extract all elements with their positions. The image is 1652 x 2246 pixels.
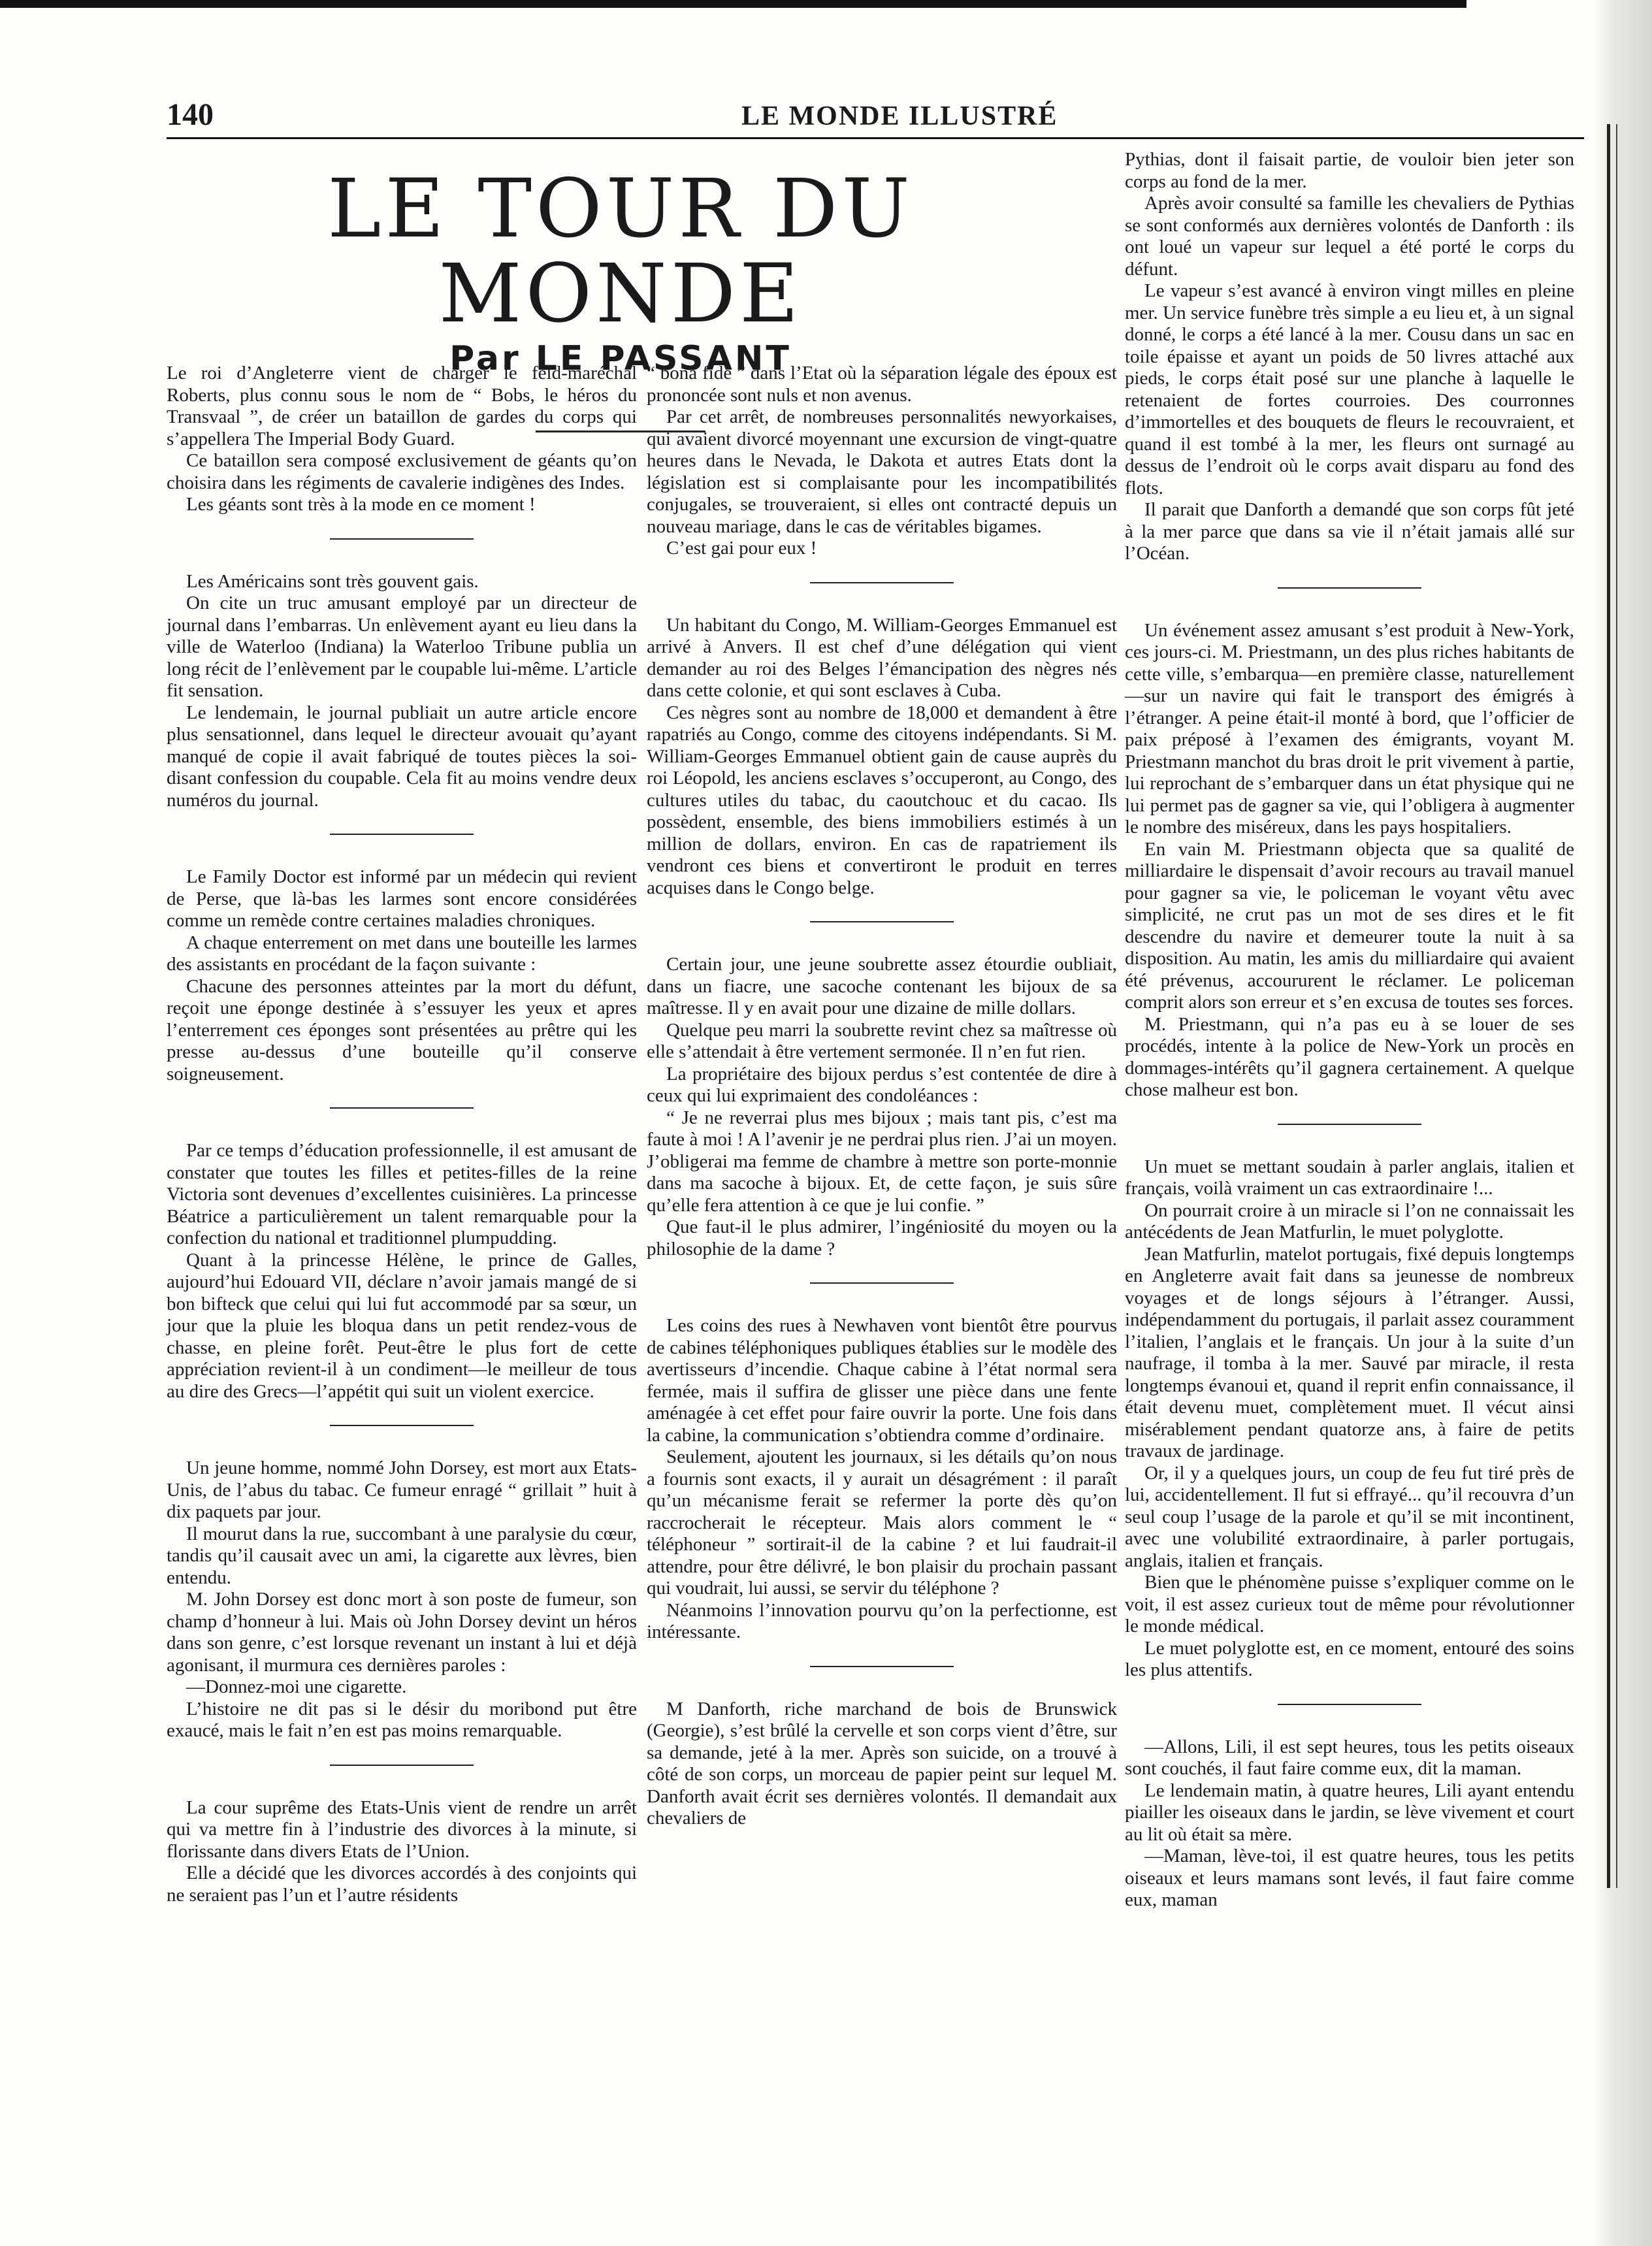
paragraph: Le lendemain, le journal publiait un autre article encore plus sensationnel, dans lequel le directeur avouait qu’ayant manqué de copie il avait fabriqué de toutes pièces la soi-disant confession du coupable. Cela fit au moins vendre deux numéros du journal. xyxy=(167,702,637,811)
top-rule xyxy=(0,0,1466,8)
paragraph: —Allons, Lili, il est sept heures, tous les petits oiseaux sont couchés, il faut faire comme eux, dit la maman. xyxy=(1125,1736,1574,1779)
section-separator xyxy=(1278,587,1421,589)
item-divorces-cont xyxy=(647,363,1117,560)
paragraph: M. Priestmann, qui n’a pas eu à se louer de ses procédés, intente à la police de New-York un procès en dommages-intérêts qu’il gagnera certainement. A quelque chose malheur est bon. xyxy=(1125,1013,1574,1100)
paragraph: Il mourut dans la rue, succombant à une paralysie du cœur, tandis qu’il causait avec un ami, la cigarette aux lèvres, bien entendu. xyxy=(167,1523,637,1588)
column-2 xyxy=(647,363,1117,1830)
paragraph: Jean Matfurlin, matelot portugais, fixé depuis longtemps en Angleterre avait fait dans sa jeunesse de nombreux voyages et de longs séjours à l’étranger. Aussi, indépendamment du portugais, il parlait assez couramment l’italien, l’anglais et le français. Un jour à la suite d’un naufrage, il tomba à la mer. Sauvé par miracle, il resta longtemps évanoui et, quand il reprit enfin connaissance, il était devenu muet, complètement muet. Il vécut ainsi misérablement pendant quatorze ans, à faire de petits travaux de jardinage. xyxy=(1125,1243,1574,1461)
paragraph: En vain M. Priestmann objecta que sa qualité de milliardaire le dispensait d’avoir recours au travail manuel pour gagner sa vie, le policeman le voyant vêtu avec simplicité, ne crut pas un mot de ses dires et le fit descendre du navire et demeurer toute la nuit à sa disposition. Au matin, les amis du milliardaire qui avaient été prévenus, accoururent le réclamer. Le policeman comprit alors son erreur et s’en excusa de toutes ses forces. xyxy=(1125,838,1574,1013)
paragraph: Pythias, dont il faisait partie, de vouloir bien jeter son corps au fond de la mer. xyxy=(1125,149,1574,192)
paragraph: Certain jour, une jeune soubrette assez étourdie oubliait, dans un fiacre, une sacoche contenant les bijoux de sa maîtresse. Il y en avait pour une dizaine de mille dollars. xyxy=(647,954,1117,1018)
paragraph: Le roi d’Angleterre vient de charger le feld-maréchal Roberts, plus connu sous le nom de “ Bobs, le héros du Transvaal ”, de créer un bataillon de gardes du corps qui s’appellera The Imperial Body Guard. xyxy=(167,363,637,449)
paragraph: On cite un truc amusant employé par un directeur de journal dans l’embarras. Un enlèvement ayant eu lieu dans la ville de Waterloo (Indiana) la Waterloo Tribune publia un long récit de l’enlèvement par le coupable lui-même. L’article fit sensation. xyxy=(167,593,637,701)
paragraph: Les coins des rues à Newhaven vont bientôt être pourvus de cabines téléphoniques publiques établies sur le modèle des avertisseurs d’incendie. Chaque cabine à l’état normal sera fermée, mais il suffira de glisser une pièce dans une fente aménagée à cet effet pour faire ouvrir la porte. Une fois dans la cabine, la communication s’obtiendra comme d’ordinaire. xyxy=(647,1315,1117,1446)
article-title: LE TOUR DU MONDE xyxy=(327,162,914,341)
paragraph: Par ce temps d’éducation professionnelle, il est amusant de constater que toutes les filles et petites-filles de la reine Victoria sont devenues d’excellentes cuisinières. La princesse Béatrice a particulièrement un talent remarquable pour la confection du national et traditionnel plumpudding. xyxy=(167,1140,637,1248)
paragraph: Ces nègres sont au nombre de 18,000 et demandent à être rapatriés au Congo, comme des citoyens indépendants. Si M. William-Georges Emmanuel obtient gain de cause auprès du roi Léopold, les anciens esclaves s’occuperont, au Congo, des cultures utiles du tabac, du caoutchouc et du cacao. Ils possèdent, ensemble, des biens immobiliers estimés à un million de dollars, environ. En cas de rapatriement ils vendront ces biens et convertiront le produit en terres acquises dans le Congo belge. xyxy=(647,702,1117,898)
paragraph: Or, il y a quelques jours, un coup de feu fut tiré près de lui, accidentellement. Il fut si effrayé... qu’il recouvra d’un seul coup l’usage de la parole et qu’il se mit incontinent, avec une volubilité extraordinaire, à parler portugais, anglais, italien et français. xyxy=(1125,1462,1574,1571)
paragraph: Un événement assez amusant s’est produit à New-York, ces jours-ci. M. Priestmann, un des plus riches habitants de cette ville, s’embarqua—en première classe, naturellement—sur un navire qui fait le transport des émigrés à l’étranger. A peine était-il monté à bord, que l’officier de paix préposé à l’examen des émigrants, voyant M. Priestmann manchot du bras droit le prit vivement à partie, lui reprochant de s’embarquer dans un état physique qui ne lui permet pas de gagner sa vie, qui l’obligera à augmenter le nombre des miséreux, dans les pays hospitaliers. xyxy=(1125,619,1574,838)
column-1 xyxy=(167,363,637,1906)
paragraph: “ bona fide ” dans l’Etat où la séparation légale des époux est prononcée sont nuls et non avenus. xyxy=(647,363,1117,406)
paragraph: Les géants sont très à la mode en ce moment ! xyxy=(186,494,536,515)
paragraph: —Donnez-moi une cigarette. xyxy=(186,1676,407,1697)
paragraph: Par cet arrêt, de nombreuses personnalités newyorkaises, qui avaient divorcé moyennant une excursion de vingt-quatre heures dans le Nevada, le Dakota et autres Etats dont la législation est si complaisante pour les incompatibilités conjugales, se trouveraient, si elles ont contracté depuis un nouveau mariage, dans le cas de véritables bigames. xyxy=(647,406,1117,537)
paragraph: Les Américains sont très gouvent gais. xyxy=(186,570,479,592)
item-persian-tears xyxy=(167,866,637,1085)
paragraph: Chacune des personnes atteintes par la mort du défunt, reçoit une éponge destinée à s’essuyer les yeux et apres l’enterrement ces éponges sont présentées au prêtre qui les presse au-dessus d’une bouteille qu’il conserve soigneusement. xyxy=(167,975,637,1084)
section-separator xyxy=(330,1425,474,1426)
item-newhaven-telephones xyxy=(647,1315,1117,1644)
paragraph: Que faut-il le plus admirer, l’ingéniosité du moyen ou la philosophie de la dame ? xyxy=(647,1216,1117,1260)
paragraph: —Maman, lève-toi, il est quatre heures, tous les petits oiseaux et leurs mamans sont levés, il faut faire comme eux, maman xyxy=(1125,1846,1574,1910)
item-lili xyxy=(1125,1736,1574,1912)
adjacent-page-edge xyxy=(1594,0,1652,2246)
paragraph: Néanmoins l’innovation pourvu qu’on la perfectionne, est intéressante. xyxy=(647,1599,1117,1642)
paragraph: Ce bataillon sera composé exclusivement de géants qu’on choisira dans les régiments de cavalerie indigènes des Indes. xyxy=(167,450,637,493)
paragraph: Le muet polyglotte est, en ce moment, entouré des soins les plus attentifs. xyxy=(1125,1637,1574,1680)
paragraph: Quelque peu marri la soubrette revint chez sa maîtresse où elle s’attendait à être vertement sermonée. Il n’en fut rien. xyxy=(647,1019,1117,1062)
section-separator xyxy=(810,582,954,583)
item-john-dorsey xyxy=(167,1457,637,1742)
section-separator xyxy=(330,1765,474,1766)
paragraph: L’histoire ne dit pas si le désir du moribond put être exaucé, mais le fait n’en est pas moins remarquable. xyxy=(167,1698,637,1741)
paragraph: Il parait que Danforth a demandé que son corps fût jeté à la mer parce que dans sa vie il n’était jamais allé sur l’Océan. xyxy=(1125,499,1574,564)
newspaper-title: LE MONDE ILLUSTRÉ xyxy=(741,101,1058,131)
item-divorces xyxy=(167,1797,637,1907)
paragraph: Le lendemain matin, à quatre heures, Lili ayant entendu piailler les oiseaux dans le jardin, se lève vivement et court au lit où était sa mère. xyxy=(1125,1780,1574,1845)
paragraph: Le Family Doctor est informé par un médecin qui revient de Perse, que là-bas les larmes sont encore considérées comme un remède contre certaines maladies chroniques. xyxy=(167,866,637,931)
item-bobs-guard xyxy=(167,363,637,516)
section-separator xyxy=(330,834,474,835)
item-danforth-cont xyxy=(1125,149,1574,565)
paragraph: Après avoir consulté sa famille les chevaliers de Pythias se sont conformés aux dernières volontés de Danforth : ils ont loué un vapeur sur lequel a été porté le corps du défunt. xyxy=(1125,193,1574,280)
column-3 xyxy=(1125,149,1574,1912)
paragraph: Seulement, ajoutent les journaux, si les détails qu’on nous a fournis sont exacts, il y aurait un désagrément : il paraît qu’un mécanisme ferait se refermer la porte dès qu’on raccrocherait le récepteur. Mais alors comment le “ téléphoneur ” sortirait-il de la cabine ? et lui faudrait-il attendre, pour être délivré, le bon plaisir du prochain passant qui voudrait, lui aussi, se servir du téléphone ? xyxy=(647,1446,1117,1599)
paragraph: M. John Dorsey est donc mort à son poste de fumeur, son champ d’honneur à lui. Mais où John Dorsey devint un héros dans son genre, c’est lorsque revenant un instant à lui et déjà agonisant, il murmura ces dernières paroles : xyxy=(167,1589,637,1676)
paragraph: On pourrait croire à un miracle si l’on ne connaissait les antécédents de Jean Matfurlin, le muet polyglotte. xyxy=(1125,1199,1574,1243)
article-byline: Par LE PASSANT xyxy=(449,339,792,378)
paragraph: Le vapeur s’est avancé à environ vingt milles en pleine mer. Un service funèbre très simple a eu lieu et, à un signal donné, le corps a été lancé à la mer. Cousu dans un sac en toile épaisse et ayant un poids de 50 livres attaché aux pieds, le corps était posé sur une planche à laquelle le retenaient de fortes courroies. Des courronnes d’immortelles et des bouquets de fleurs le recouvraient, et quand il est tombé à la mer, les fleurs ont surnagé au dessus de l’endroit où le corps avait disparu au fond des flots. xyxy=(1125,280,1574,498)
section-separator xyxy=(330,538,474,540)
section-separator xyxy=(810,1282,954,1284)
paragraph: La propriétaire des bijoux perdus s’est contentée de dire à ceux qui lui exprimaient des condoléances : xyxy=(647,1063,1117,1106)
page-header xyxy=(167,91,1584,139)
item-congo xyxy=(647,615,1117,900)
paragraph: La cour suprême des Etats-Unis vient de rendre un arrêt qui va mettre fin à l’industrie des divorces à la minute, si florissante dans divers Etats de l’Union. xyxy=(167,1797,637,1862)
section-separator xyxy=(810,1666,954,1667)
paragraph: A chaque enterrement on met dans une bouteille les larmes des assistants en procédant de la façon suivante : xyxy=(167,932,637,975)
paragraph: “ Je ne reverrai plus mes bijoux ; mais tant pis, c’est ma faute à moi ! A l’avenir je ne perdrai plus rien. J’ai un moyen. J’obligerai ma femme de chambre à mettre son porte-monnie dans ma sacoche à bijoux. Et, de cette façon, je suis sûre qu’elle fera attention à ce que je lui confie. ” xyxy=(647,1107,1117,1216)
paragraph: Un muet se mettant soudain à parler anglais, italien et français, voilà vraiment un cas extraordinaire !... xyxy=(1125,1156,1574,1199)
item-waterloo-tribune xyxy=(167,571,637,812)
section-separator xyxy=(1278,1124,1421,1125)
item-soubrette xyxy=(647,954,1117,1260)
paragraph: Elle a décidé que les divorces accordés à des conjoints qui ne seraient pas l’un et l’autre résidents xyxy=(167,1863,637,1906)
item-royal-cooks xyxy=(167,1140,637,1403)
section-separator xyxy=(330,1107,474,1109)
paragraph: Bien que le phénomène puisse s’expliquer comme on le voit, il est assez curieux tout de même pour révolutionner le monde médical. xyxy=(1125,1572,1574,1636)
item-polyglot-mute xyxy=(1125,1156,1574,1682)
paragraph: M Danforth, riche marchand de bois de Brunswick (Georgie), s’est brûlé la cervelle et son corps vient d’être, sur sa demande, jeté à la mer. Après son suicide, on a trouvé à côté de son corps, un morceau de papier peint sur lequel M. Danforth avait écrit ses dernières volontés. Il demandait aux chevaliers de xyxy=(647,1698,1117,1829)
item-priestmann xyxy=(1125,620,1574,1101)
section-separator xyxy=(1278,1704,1421,1705)
item-danforth xyxy=(647,1699,1117,1830)
section-separator xyxy=(810,921,954,922)
page-number: 140 xyxy=(167,97,214,132)
paragraph: C’est gai pour eux ! xyxy=(666,538,817,559)
paragraph: Quant à la princesse Hélène, le prince de Galles, aujourd’hui Edouard VII, déclare n’avoir jamais mangé de si bon bifteck que celui qui lui fut accommodé par sa sœur, un jour que la pluie les bloqua dans un petit rendez-vous de chasse, en pleine forêt. Peut-être le plus fort de cette appréciation revient-il à un condiment—le meilleur de tous au dire des Grecs—l’appétit qui suit un violent exercice. xyxy=(167,1249,637,1402)
paragraph: Un habitant du Congo, M. William-Georges Emmanuel est arrivé à Anvers. Il est chef d’une délégation qui vient demander au roi des Belges l’émancipation des nègres nés dans cette colonie, et qui sont esclaves à Cuba. xyxy=(647,614,1117,701)
paragraph: Un jeune homme, nommé John Dorsey, est mort aux Etats-Unis, de l’abus du tabac. Ce fumeur enragé “ grillait ” huit à dix paquets par jour. xyxy=(167,1457,637,1522)
